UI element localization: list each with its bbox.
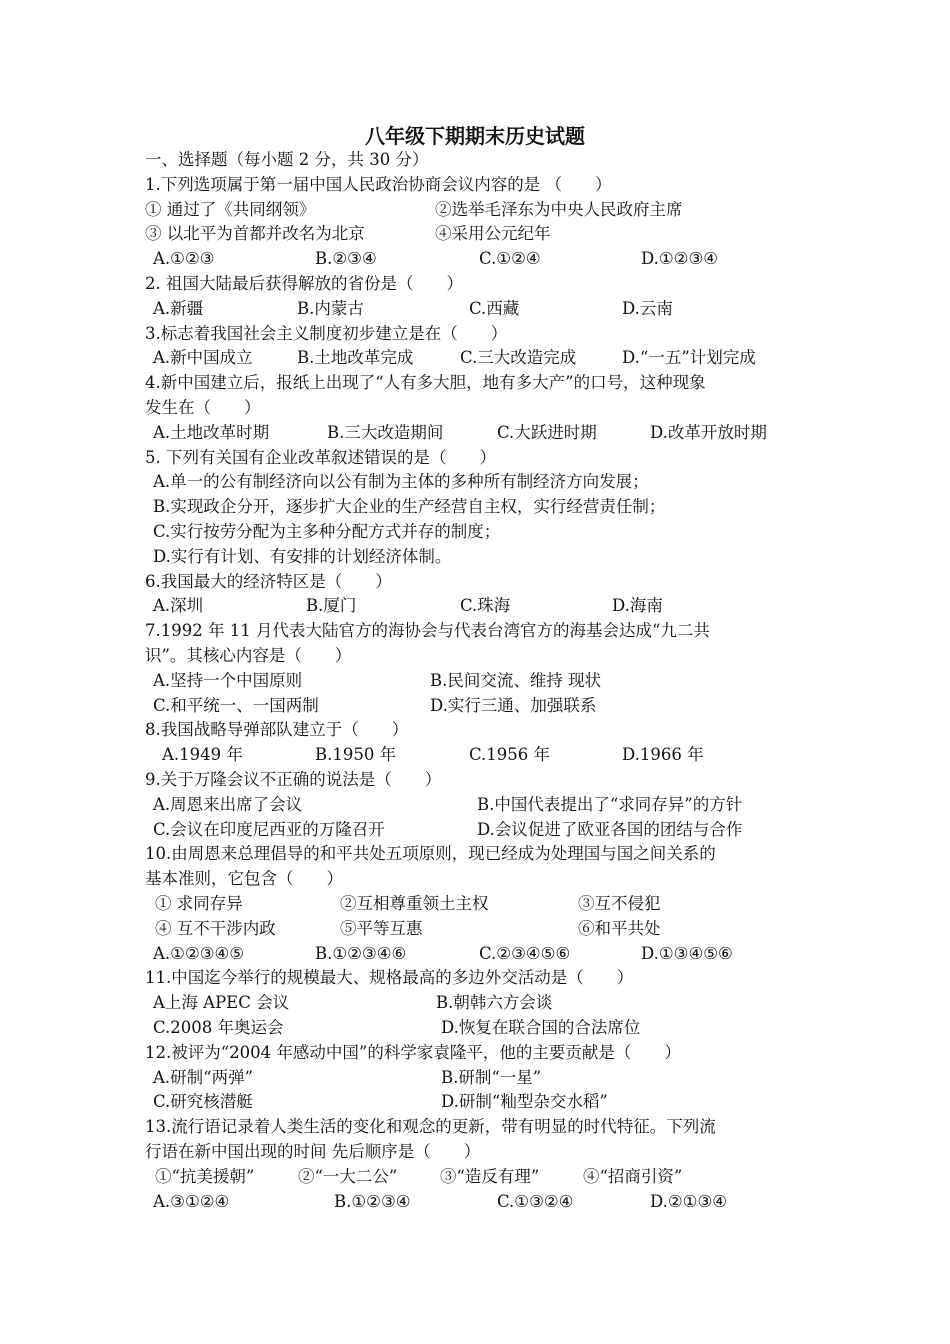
- question-stem: 8.我国战略导弹部队建立于（ ）: [145, 720, 409, 740]
- statement-item: ③互不侵犯: [578, 894, 661, 913]
- question-stem: 发生在（ ）: [145, 398, 261, 417]
- question-stem: 1.下列选项属于第一届中国人民政治协商会议内容的是 （ ）: [145, 174, 612, 194]
- statement-item: ⑤平等互惠: [340, 918, 423, 938]
- answer-option: D.改革开放时期: [650, 422, 767, 442]
- answer-option: D.云南: [622, 298, 673, 318]
- answer-option: C.西藏: [469, 298, 520, 318]
- answer-option: C.会议在印度尼西亚的万隆召开: [153, 819, 385, 839]
- question-stem: 3.标志着我国社会主义制度初步建立是在（ ）: [145, 323, 508, 343]
- section-heading: 一、选择题（每小题 2 分，共 30 分）: [145, 150, 429, 169]
- question-stem: 11.中国迄今举行的规模最大、规格最高的多边外交活动是（ ）: [145, 968, 634, 988]
- answer-option: C.②③④⑤⑥: [479, 943, 571, 963]
- statement-item: ④采用公元纪年: [435, 224, 551, 244]
- answer-option: B.三大改造期间: [327, 422, 444, 442]
- answer-option: A.周恩来出席了会议: [153, 794, 303, 814]
- statement-item: ① 求同存异: [155, 894, 243, 913]
- answer-option: A.1949 年: [162, 745, 243, 765]
- answer-option: D.①③④⑤⑥: [641, 943, 733, 963]
- answer-option: B.民间交流、维持 现状: [430, 670, 602, 690]
- answer-option: A.研制“两弹”: [153, 1067, 254, 1087]
- answer-option: A.土地改革时期: [153, 422, 270, 442]
- answer-option: B.①②③④⑥: [315, 943, 407, 963]
- answer-option: C.①③②④: [497, 1191, 574, 1211]
- answer-option: B.1950 年: [315, 745, 397, 765]
- question-stem: 7.1992 年 11 月代表大陆官方的海协会与代表台湾官方的海基会达成“九二共: [145, 621, 710, 641]
- answer-option: B.朝韩六方会谈: [436, 993, 553, 1013]
- answer-option: A.深圳: [153, 596, 204, 616]
- answer-option: B.厦门: [306, 596, 357, 616]
- answer-option: C.和平统一、一国两制: [153, 695, 319, 715]
- answer-option: C.2008 年奥运会: [153, 1018, 284, 1037]
- answer-option: D.恢复在联合国的合法席位: [441, 1018, 641, 1037]
- answer-option: B.内蒙古: [297, 298, 364, 318]
- statement-item: ④“招商引资”: [583, 1166, 683, 1186]
- answer-option: B.研制“一星”: [441, 1067, 542, 1087]
- answer-option: D.实行有计划、有安排的计划经济体制。: [153, 546, 452, 566]
- statement-item: ① 通过了《共同纲领》: [145, 199, 316, 219]
- answer-option: D.海南: [612, 596, 663, 616]
- answer-option: C.三大改造完成: [460, 348, 577, 368]
- answer-option: D.实行三通、加强联系: [430, 695, 597, 715]
- statement-item: ②选举毛泽东为中央人民政府主席: [435, 199, 683, 219]
- answer-option: A.①②③: [153, 249, 215, 269]
- answer-option: B.土地改革完成: [297, 348, 414, 368]
- question-stem: 5. 下列有关国有企业改革叙述错误的是（ ）: [145, 447, 496, 467]
- question-stem: 识”。其核心内容是（ ）: [145, 646, 352, 665]
- statement-item: ③“造反有理”: [440, 1166, 540, 1186]
- answer-option: B.②③④: [315, 249, 377, 269]
- exam-title: 八年级下期期末历史试题: [365, 124, 585, 148]
- question-stem: 13.流行语记录着人类生活的变化和观念的更新，带有明显的时代特征。下列流: [145, 1117, 716, 1137]
- answer-option: B.中国代表提出了“求同存异”的方针: [477, 794, 743, 814]
- answer-option: A上海 APEC 会议: [153, 993, 290, 1013]
- answer-option: D.①②③④: [641, 249, 719, 269]
- answer-option: D.②①③④: [650, 1191, 728, 1211]
- answer-option: D.“一五”计划完成: [622, 348, 756, 368]
- question-stem: 6.我国最大的经济特区是（ ）: [145, 571, 392, 591]
- question-stem: 12.被评为“2004 年感动中国”的科学家袁隆平，他的主要贡献是（ ）: [145, 1042, 681, 1062]
- question-stem: 4.新中国建立后，报纸上出现了“人有多大胆，地有多大产”的口号，这种现象: [145, 373, 706, 393]
- answer-option: C.研究核潜艇: [153, 1092, 253, 1112]
- answer-option: B.①②③④: [334, 1191, 411, 1211]
- answer-option: A.①②③④⑤: [153, 943, 245, 963]
- answer-option: B.实现政企分开，逐步扩大企业的生产经营自主权，实行经营责任制；: [153, 497, 666, 517]
- answer-option: C.实行按劳分配为主多种分配方式并存的制度；: [153, 522, 501, 541]
- answer-option: C.大跃进时期: [497, 422, 597, 442]
- answer-option: C.珠海: [460, 596, 511, 616]
- statement-item: ②互相尊重领土主权: [340, 894, 489, 913]
- answer-option: C.1956 年: [469, 745, 551, 765]
- statement-item: ③ 以北平为首都并改名为北京: [145, 224, 365, 244]
- answer-option: A.③①②④: [153, 1191, 230, 1211]
- statement-item: ①“抗美援朝”: [155, 1166, 255, 1186]
- answer-option: A.新中国成立: [153, 348, 253, 368]
- statement-item: ④ 互不干涉内政: [155, 918, 276, 938]
- answer-option: D.研制“籼型杂交水稻”: [441, 1092, 608, 1112]
- question-stem: 2. 祖国大陆最后获得解放的省份是（ ）: [145, 274, 463, 293]
- statement-item: ②“一大二公”: [298, 1166, 398, 1186]
- question-stem: 行语在新中国出现的时间 先后顺序是（ ）: [145, 1142, 481, 1161]
- answer-option: A.坚持一个中国原则: [153, 670, 303, 690]
- question-stem: 10.由周恩来总理倡导的和平共处五项原则，现已经成为处理国与国之间关系的: [145, 844, 716, 864]
- answer-option: D.会议促进了欧亚各国的团结与合作: [477, 819, 743, 839]
- answer-option: C.①②④: [479, 249, 541, 269]
- question-stem: 9.关于万隆会议不正确的说法是（ ）: [145, 770, 442, 789]
- answer-option: D.1966 年: [622, 745, 704, 765]
- question-stem: 基本准则，它包含（ ）: [145, 869, 343, 889]
- answer-option: A.新疆: [153, 298, 204, 318]
- answer-option: A.单一的公有制经济向以公有制为主体的多种所有制经济方向发展；: [153, 472, 649, 492]
- statement-item: ⑥和平共处: [578, 918, 661, 938]
